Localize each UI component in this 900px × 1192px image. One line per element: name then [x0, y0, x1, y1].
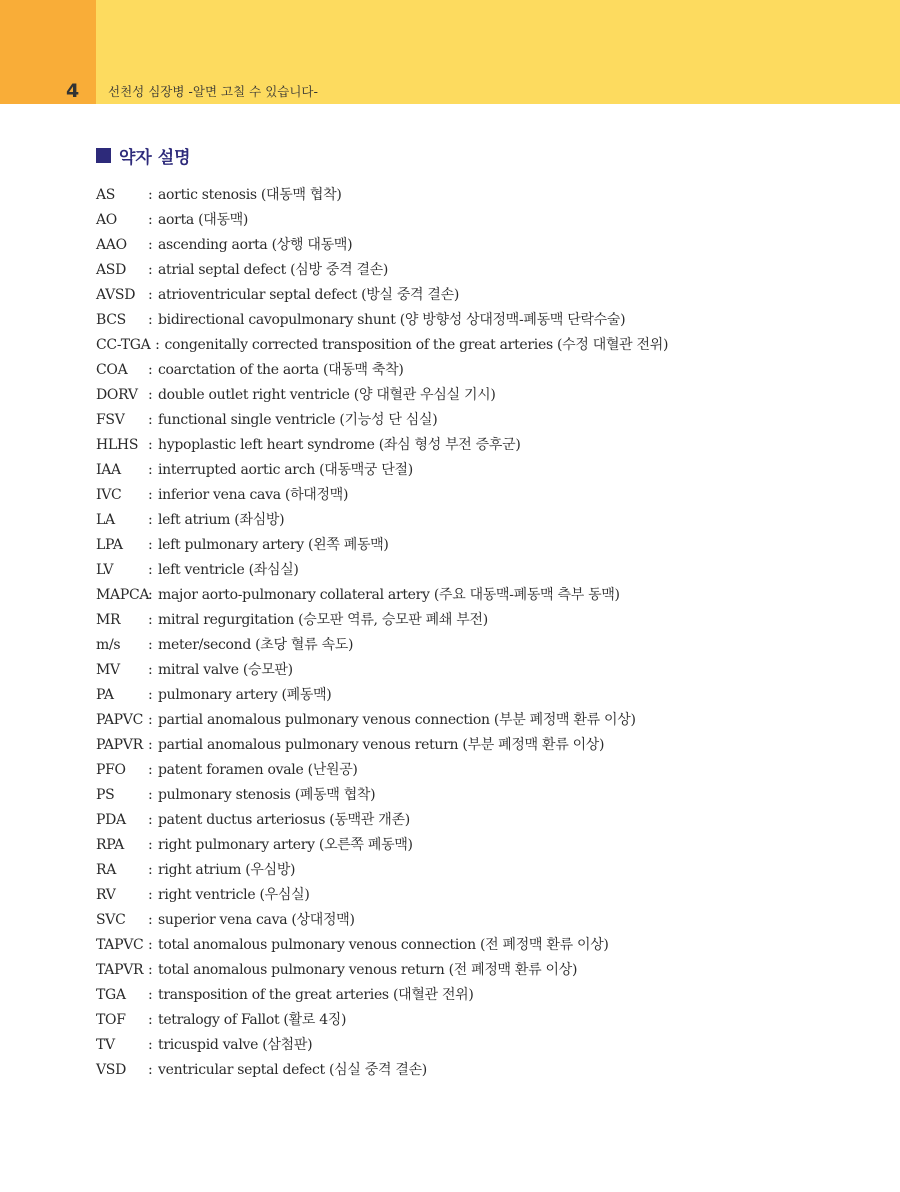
colon-separator: : [148, 287, 153, 303]
colon-separator: : [155, 337, 160, 353]
book-title: 선천성 심장병 -알면 고칠 수 있습니다- [108, 84, 319, 99]
abbreviation-term: TOF [96, 1012, 126, 1028]
list-item [96, 533, 876, 558]
abbreviation-term: RV [96, 887, 116, 903]
abbreviation-term: PFO [96, 762, 126, 778]
abbreviation-definition: congenitally corrected transposition of the great arteries (수정 대혈관 전위) [164, 337, 669, 353]
colon-separator: : [148, 612, 153, 628]
abbreviation-list [96, 183, 876, 1083]
abbreviation-definition: mitral regurgitation (승모판 역류, 승모판 폐쇄 부전) [158, 612, 488, 628]
abbreviation-term: MR [96, 612, 121, 628]
abbreviation-definition: tetralogy of Fallot (활로 4징) [158, 1012, 347, 1028]
abbreviation-term: ASD [96, 262, 127, 278]
colon-separator: : [148, 912, 153, 928]
abbreviation-term: AO [96, 212, 117, 228]
abbreviation-definition: major aorto-pulmonary collateral artery (주요 대동맥-폐동맥 측부 동맥) [158, 587, 620, 603]
colon-separator: : [148, 887, 153, 903]
colon-separator: : [148, 1012, 153, 1028]
abbreviation-definition: pulmonary stenosis (폐동맥 협착) [158, 787, 376, 803]
colon-separator: : [148, 712, 153, 728]
list-item [96, 708, 876, 733]
abbreviation-term: PS [96, 787, 115, 803]
abbreviation-definition: tricuspid valve (삼첨판) [158, 1037, 313, 1053]
abbreviation-definition: partial anomalous pulmonary venous return (부분 폐정맥 환류 이상) [158, 737, 605, 753]
abbreviation-term: LV [96, 562, 114, 578]
list-item [96, 1008, 876, 1033]
list-item [96, 783, 876, 808]
list-item [96, 408, 876, 433]
colon-separator: : [148, 1062, 153, 1078]
list-item [96, 833, 876, 858]
list-item [96, 733, 876, 758]
colon-separator: : [148, 737, 153, 753]
abbreviation-term: m/s [96, 637, 121, 653]
colon-separator: : [148, 812, 153, 828]
abbreviation-definition: functional single ventricle (기능성 단 심실) [158, 412, 438, 428]
abbreviation-term: TAPVC [96, 937, 144, 953]
colon-separator: : [148, 437, 153, 453]
list-item [96, 808, 876, 833]
colon-separator: : [148, 487, 153, 503]
abbreviation-definition: left pulmonary artery (왼쪽 폐동맥) [158, 537, 389, 553]
abbreviation-term: MAPCA [96, 587, 150, 603]
abbreviation-term: PAPVR [96, 737, 143, 753]
abbreviation-definition: aorta (대동맥) [158, 212, 249, 228]
page-header [0, 0, 900, 104]
abbreviation-term: TV [96, 1037, 115, 1053]
abbreviation-term: FSV [96, 412, 125, 428]
section-title: 약자 설명 [119, 147, 191, 168]
abbreviation-term: DORV [96, 387, 138, 403]
list-item [96, 308, 876, 333]
list-item [96, 233, 876, 258]
list-item [96, 208, 876, 233]
abbreviation-definition: total anomalous pulmonary venous connection (전 폐정맥 환류 이상) [158, 937, 609, 953]
abbreviation-term: PAPVC [96, 712, 143, 728]
abbreviation-term: LPA [96, 537, 123, 553]
abbreviation-term: VSD [96, 1062, 127, 1078]
abbreviation-term: PA [96, 687, 114, 703]
abbreviation-definition: transposition of the great arteries (대혈관 전위) [158, 987, 474, 1003]
abbreviation-definition: meter/second (초당 혈류 속도) [158, 637, 354, 653]
list-item [96, 433, 876, 458]
abbreviation-term: AVSD [96, 287, 136, 303]
abbreviation-definition: mitral valve (승모판) [158, 662, 293, 678]
abbreviation-definition: right atrium (우심방) [158, 862, 296, 878]
colon-separator: : [148, 962, 153, 978]
abbreviation-definition: ventricular septal defect (심실 중격 결손) [158, 1062, 427, 1078]
colon-separator: : [148, 387, 153, 403]
abbreviation-term: IAA [96, 462, 121, 478]
abbreviation-term: RPA [96, 837, 124, 853]
abbreviation-term: BCS [96, 312, 126, 328]
abbreviation-term: TAPVR [96, 962, 144, 978]
abbreviation-term: PDA [96, 812, 126, 828]
list-item [96, 658, 876, 683]
list-item [96, 883, 876, 908]
abbreviation-term: CC-TGA [96, 337, 151, 353]
list-item [96, 608, 876, 633]
colon-separator: : [148, 512, 153, 528]
abbreviation-definition: ascending aorta (상행 대동맥) [158, 237, 353, 253]
abbreviation-definition: interrupted aortic arch (대동맥궁 단절) [158, 462, 413, 478]
colon-separator: : [148, 662, 153, 678]
colon-separator: : [148, 987, 153, 1003]
abbreviation-term: HLHS [96, 437, 139, 453]
abbreviation-term: LA [96, 512, 115, 528]
colon-separator: : [148, 412, 153, 428]
list-item [96, 333, 876, 358]
abbreviation-term: RA [96, 862, 117, 878]
list-item [96, 758, 876, 783]
list-item [96, 508, 876, 533]
abbreviation-term: AS [96, 187, 116, 203]
abbreviation-definition: partial anomalous pulmonary venous connection (부분 폐정맥 환류 이상) [158, 712, 636, 728]
colon-separator: : [148, 862, 153, 878]
abbreviation-definition: left atrium (좌심방) [158, 512, 285, 528]
page-number: 4 [66, 80, 80, 102]
abbreviation-definition: right ventricle (우심실) [158, 887, 310, 903]
list-item [96, 583, 876, 608]
colon-separator: : [148, 537, 153, 553]
abbreviation-definition: aortic stenosis (대동맥 협착) [158, 187, 342, 203]
list-item [96, 183, 876, 208]
colon-separator: : [148, 212, 153, 228]
colon-separator: : [148, 562, 153, 578]
header-accent-tab [0, 0, 96, 104]
abbreviation-term: COA [96, 362, 128, 378]
colon-separator: : [148, 787, 153, 803]
abbreviation-definition: bidirectional cavopulmonary shunt (양 방향성 상대정맥-폐동맥 단락수술) [158, 312, 626, 328]
colon-separator: : [148, 237, 153, 253]
abbreviation-definition: inferior vena cava (하대정맥) [158, 487, 349, 503]
colon-separator: : [148, 262, 153, 278]
list-item [96, 908, 876, 933]
list-item [96, 983, 876, 1008]
colon-separator: : [148, 687, 153, 703]
list-item [96, 558, 876, 583]
abbreviation-definition: hypoplastic left heart syndrome (좌심 형성 부전 증후군) [158, 437, 521, 453]
abbreviation-term: MV [96, 662, 120, 678]
abbreviation-definition: double outlet right ventricle (양 대혈관 우심실 기시) [158, 387, 496, 403]
colon-separator: : [148, 187, 153, 203]
list-item [96, 633, 876, 658]
list-item [96, 933, 876, 958]
abbreviation-definition: patent foramen ovale (난원공) [158, 762, 358, 778]
abbreviation-definition: pulmonary artery (폐동맥) [158, 687, 332, 703]
abbreviation-term: SVC [96, 912, 126, 928]
list-item [96, 258, 876, 283]
list-item [96, 683, 876, 708]
abbreviation-definition: coarctation of the aorta (대동맥 축착) [158, 362, 404, 378]
list-item [96, 483, 876, 508]
abbreviation-definition: total anomalous pulmonary venous return (전 폐정맥 환류 이상) [158, 962, 578, 978]
list-item [96, 1033, 876, 1058]
abbreviation-definition: atrioventricular septal defect (방실 중격 결손) [158, 287, 460, 303]
list-item [96, 1058, 876, 1083]
abbreviation-definition: left ventricle (좌심실) [158, 562, 299, 578]
abbreviation-term: IVC [96, 487, 122, 503]
list-item [96, 383, 876, 408]
list-item [96, 458, 876, 483]
abbreviation-definition: right pulmonary artery (오른쪽 폐동맥) [158, 837, 413, 853]
abbreviation-definition: atrial septal defect (심방 중격 결손) [158, 262, 389, 278]
colon-separator: : [148, 637, 153, 653]
colon-separator: : [148, 1037, 153, 1053]
section-heading [96, 142, 191, 168]
abbreviation-term: AAO [96, 237, 127, 253]
colon-separator: : [148, 937, 153, 953]
list-item [96, 858, 876, 883]
colon-separator: : [148, 762, 153, 778]
abbreviation-definition: patent ductus arteriosus (동맥관 개존) [158, 812, 410, 828]
square-bullet-icon [96, 148, 111, 163]
colon-separator: : [148, 362, 153, 378]
abbreviation-definition: superior vena cava (상대정맥) [158, 912, 355, 928]
colon-separator: : [148, 462, 153, 478]
colon-separator: : [148, 837, 153, 853]
list-item [96, 358, 876, 383]
colon-separator: : [148, 312, 153, 328]
colon-separator: : [148, 587, 153, 603]
list-item [96, 283, 876, 308]
list-item [96, 958, 876, 983]
abbreviation-term: TGA [96, 987, 126, 1003]
